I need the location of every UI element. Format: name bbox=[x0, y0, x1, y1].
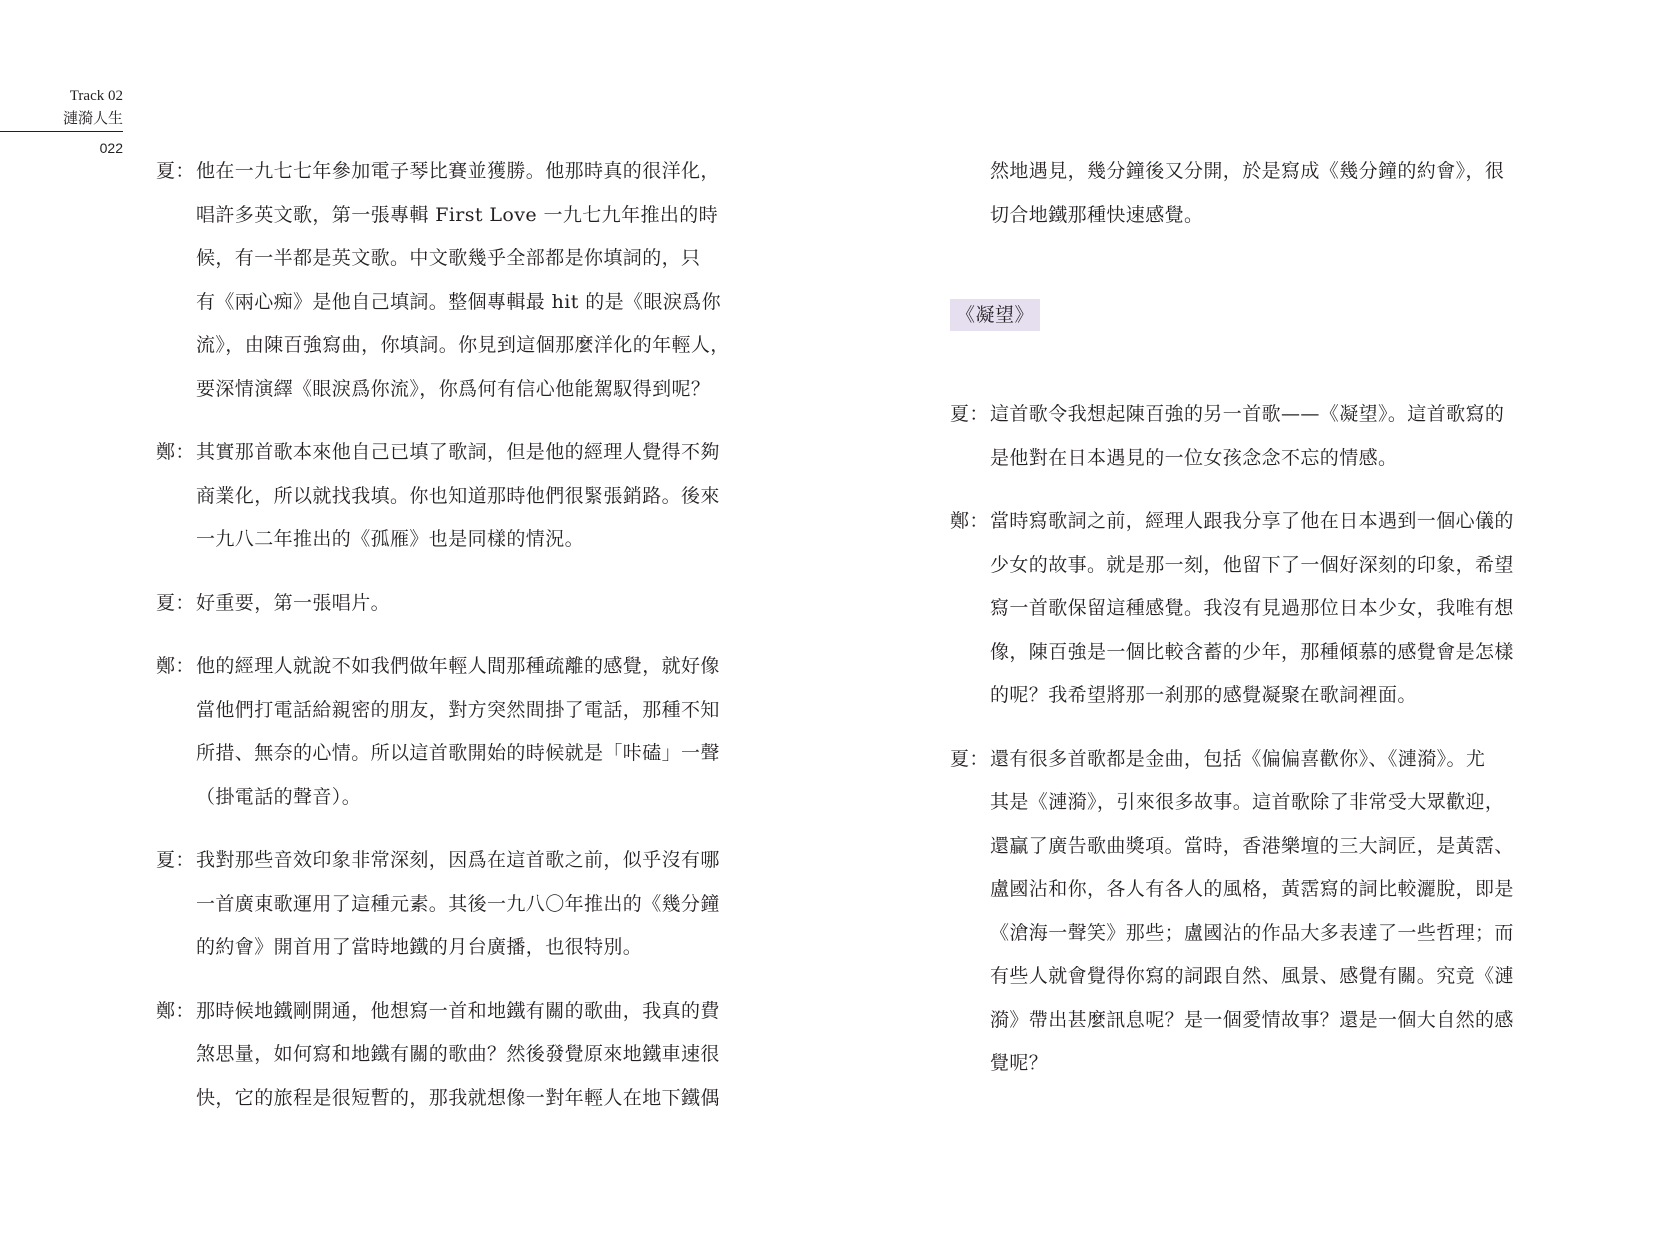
text-line: 所措、無奈的心情。所以這首歌開始的時候就是「咔磕」一聲 bbox=[196, 742, 720, 764]
section-heading: 《凝望》 bbox=[950, 299, 1040, 331]
track-label: Track 02 bbox=[69, 88, 123, 104]
text-line: 少女的故事。就是那一刻，他留下了一個好深刻的印象，希望 bbox=[990, 553, 1514, 576]
speaker-label: 鄭： bbox=[156, 441, 195, 463]
dialogue-paragraph bbox=[950, 393, 1516, 480]
text-line: 切合地鐵那種快速感覺。 bbox=[990, 203, 1204, 226]
text-line: 那時候地鐵剛開通，他想寫一首和地鐵有關的歌曲，我真的費 bbox=[196, 999, 720, 1022]
dialogue-paragraph bbox=[156, 431, 722, 562]
text-line: 像，陳百強是一個比較含蓄的少年，那種傾慕的感覺會是怎樣 bbox=[990, 640, 1514, 663]
dialogue-paragraph bbox=[156, 990, 722, 1121]
running-header bbox=[0, 86, 123, 157]
dialogue-paragraph bbox=[156, 645, 722, 819]
right-column bbox=[950, 150, 1516, 1106]
text-line: 寫一首歌保留這種感覺。我沒有見過那位日本少女，我唯有想 bbox=[990, 597, 1514, 619]
text-line: 覺呢？ bbox=[990, 1052, 1049, 1074]
section-heading-wrap bbox=[950, 237, 1516, 393]
speaker-label: 鄭： bbox=[950, 510, 989, 532]
chapter-title: 漣漪人生 bbox=[62, 109, 123, 127]
text-line: 候，有一半都是英文歌。中文歌幾乎全部都是你填詞的，只 bbox=[196, 247, 701, 269]
text-line: 流》，由陳百強寫曲，你填詞。你見到這個那麼洋化的年輕人， bbox=[196, 334, 730, 356]
text-line: 有《兩心痴》是他自己填詞。整個專輯最 hit 的是《眼淚爲你 bbox=[196, 290, 722, 313]
continued-paragraph bbox=[950, 150, 1516, 237]
speaker-label: 鄭： bbox=[156, 655, 195, 677]
text-line: 有些人就會覺得你寫的詞跟自然、風景、感覺有關。究竟《漣 bbox=[990, 965, 1514, 987]
text-line: 好重要，第一張唱片。 bbox=[196, 591, 391, 614]
text-line: 要深情演繹《眼淚爲你流》，你爲何有信心他能駕馭得到呢？ bbox=[196, 377, 711, 400]
speaker-label: 夏： bbox=[156, 591, 195, 614]
text-line: 還有很多首歌都是金曲，包括《偏偏喜歡你》、《漣漪》。尤 bbox=[990, 747, 1486, 770]
text-line: 的約會》開首用了當時地鐵的月台廣播，也很特別。 bbox=[196, 936, 643, 958]
speaker-label: 夏： bbox=[950, 403, 989, 425]
text-line: 唱許多英文歌，第一張專輯 First Love 一九七九年推出的時 bbox=[196, 203, 719, 226]
text-line: 漪》帶出甚麼訊息呢？是一個愛情故事？還是一個大自然的感 bbox=[990, 1008, 1514, 1031]
header-rule bbox=[0, 131, 123, 132]
page-number: 022 bbox=[99, 140, 123, 156]
text-line: 我對那些音效印象非常深刻，因爲在這首歌之前，似乎沒有哪 bbox=[196, 849, 720, 871]
text-line: 的呢？我希望將那一刹那的感覺凝聚在歌詞裡面。 bbox=[990, 684, 1417, 706]
text-line: 這首歌令我想起陳百強的另一首歌——《凝望》。這首歌寫的 bbox=[990, 403, 1505, 425]
text-line: 盧國沾和你，各人有各人的風格，黃霑寫的詞比較灑脫，即是 bbox=[990, 878, 1514, 900]
text-line: 煞思量，如何寫和地鐵有關的歌曲？然後發覺原來地鐵車速很 bbox=[196, 1043, 720, 1065]
dialogue-paragraph bbox=[156, 582, 722, 626]
text-line: 一首廣東歌運用了這種元素。其後一九八〇年推出的《幾分鐘 bbox=[196, 892, 720, 915]
text-line: 快，它的旅程是很短暫的，那我就想像一對年輕人在地下鐵偶 bbox=[196, 1086, 720, 1109]
text-line: 其是《漣漪》，引來很多故事。這首歌除了非常受大眾歡迎， bbox=[990, 791, 1505, 813]
text-line: 商業化，所以就找我填。你也知道那時他們很緊張銷路。後來 bbox=[196, 484, 720, 507]
text-line: 他的經理人就說不如我們做年輕人間那種疏離的感覺，就好像 bbox=[196, 655, 720, 677]
text-line: 一九八二年推出的《孤雁》也是同樣的情況。 bbox=[196, 528, 585, 550]
dialogue-paragraph bbox=[156, 839, 722, 970]
text-line: 《滄海一聲笑》那些；盧國沾的作品大多表達了一些哲理；而 bbox=[990, 921, 1514, 944]
dialogue-paragraph bbox=[950, 500, 1516, 718]
speaker-label: 夏： bbox=[156, 849, 195, 871]
text-line: 當時寫歌詞之前，經理人跟我分享了他在日本遇到一個心儀的 bbox=[990, 510, 1514, 532]
speaker-label: 鄭： bbox=[156, 999, 195, 1022]
dialogue-paragraph bbox=[950, 738, 1516, 1086]
left-column bbox=[156, 150, 730, 1140]
text-line: 然地遇見，幾分鐘後又分開，於是寫成《幾分鐘的約會》，很 bbox=[990, 160, 1505, 182]
text-line: 他在一九七七年參加電子琴比賽並獲勝。他那時真的很洋化， bbox=[196, 160, 720, 182]
speaker-label: 夏： bbox=[156, 160, 195, 182]
text-line: 是他對在日本遇見的一位女孩念念不忘的情感。 bbox=[990, 446, 1398, 469]
dialogue-paragraph bbox=[156, 150, 730, 411]
text-line: 還贏了廣告歌曲獎項。當時，香港樂壇的三大詞匠，是黃霑、 bbox=[990, 834, 1514, 857]
text-line: （掛電話的聲音）。 bbox=[196, 785, 362, 808]
text-line: 當他們打電話給親密的朋友，對方突然間掛了電話，那種不知 bbox=[196, 698, 720, 721]
text-line: 其實那首歌本來他自己已填了歌詞，但是他的經理人覺得不夠 bbox=[196, 441, 720, 463]
speaker-label: 夏： bbox=[950, 747, 989, 770]
